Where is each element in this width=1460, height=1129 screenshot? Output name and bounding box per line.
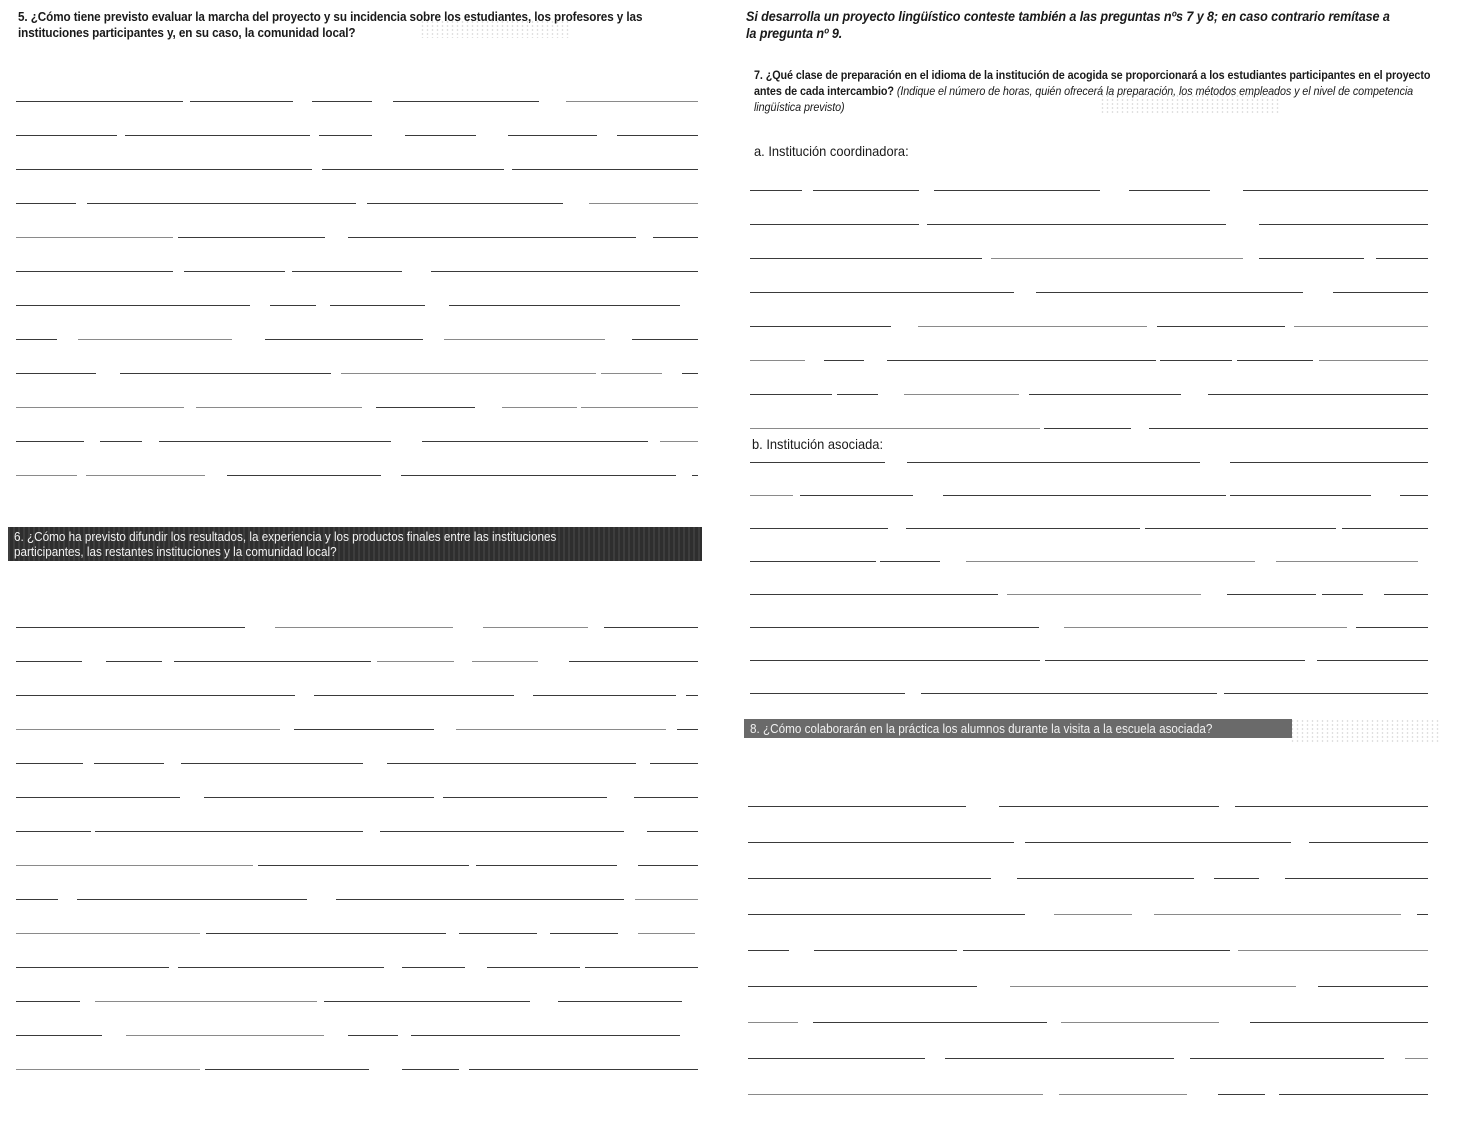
answer-line <box>341 373 596 374</box>
answer-line <box>178 237 325 238</box>
answer-line <box>393 101 539 102</box>
scan-noise <box>1100 94 1280 114</box>
answer-line <box>750 495 793 496</box>
answer-line <box>837 394 878 395</box>
answer-line <box>750 528 888 529</box>
answer-line <box>443 797 607 798</box>
answer-line <box>660 441 698 442</box>
answer-line <box>943 495 1226 496</box>
answer-line <box>1317 660 1428 661</box>
answer-line <box>16 373 96 374</box>
answer-line <box>1322 594 1363 595</box>
answer-line <box>1238 950 1428 951</box>
answer-line <box>1405 1058 1428 1059</box>
question-7-note: (Indique el número de horas, quién ofrecerá la preparación, los métodos empleados y el nivel de competencia lingüística previsto) <box>754 84 1414 114</box>
answer-line <box>533 695 676 696</box>
answer-line <box>86 475 205 476</box>
answer-line <box>265 339 423 340</box>
answer-line <box>1309 842 1428 843</box>
answer-line <box>16 475 77 476</box>
answer-line <box>1224 693 1428 694</box>
answer-line <box>16 763 83 764</box>
language-project-intro: Si desarrolla un proyecto lingüístico conteste también a las preguntas nºs 7 y 8; en caso contrario remítase a la pregunta nº 9. <box>746 8 1390 41</box>
answer-line <box>1149 428 1428 429</box>
answer-line <box>294 729 434 730</box>
partner-institution-label: b. Institución asociada: <box>752 436 884 452</box>
answer-line <box>748 1022 798 1023</box>
answer-line <box>312 101 372 102</box>
answer-line <box>945 1058 1174 1059</box>
answer-line <box>1145 528 1336 529</box>
answer-line <box>367 203 563 204</box>
answer-line <box>1036 292 1303 293</box>
answer-line <box>748 986 977 987</box>
answer-line <box>635 899 698 900</box>
answer-line <box>1064 627 1347 628</box>
answer-line <box>456 729 666 730</box>
answer-line <box>601 373 662 374</box>
answer-line <box>887 360 1156 361</box>
answer-line <box>1259 224 1428 225</box>
answer-line <box>16 661 82 662</box>
answer-line <box>1061 1022 1219 1023</box>
answer-line <box>750 428 1040 429</box>
answer-line <box>1227 594 1316 595</box>
answer-line <box>750 394 832 395</box>
answer-line <box>604 627 698 628</box>
answer-line <box>1045 660 1305 661</box>
answer-line <box>502 407 577 408</box>
answer-line <box>77 899 307 900</box>
answer-line <box>380 831 624 832</box>
answer-line <box>907 462 1200 463</box>
answer-line <box>95 1001 317 1002</box>
answer-line <box>16 339 57 340</box>
answer-line <box>16 627 245 628</box>
answer-line <box>322 169 504 170</box>
answer-line <box>459 933 537 934</box>
answer-line <box>411 1035 680 1036</box>
answer-line <box>581 407 698 408</box>
answer-line <box>401 475 676 476</box>
answer-line <box>16 1035 102 1036</box>
answer-line <box>921 693 1217 694</box>
answer-line <box>1279 1094 1428 1095</box>
answer-line <box>1243 190 1428 191</box>
answer-line <box>16 237 173 238</box>
answer-line <box>904 394 1019 395</box>
answer-line <box>1250 1022 1428 1023</box>
answer-line <box>918 326 1147 327</box>
answer-line <box>348 237 636 238</box>
answer-line <box>750 594 998 595</box>
answer-line <box>16 135 117 136</box>
answer-line <box>16 899 58 900</box>
answer-line <box>750 292 1014 293</box>
answer-line <box>824 360 864 361</box>
answer-line <box>1214 878 1259 879</box>
answer-line <box>813 190 919 191</box>
answer-line <box>16 865 253 866</box>
answer-line <box>1029 394 1181 395</box>
question-7-heading <box>754 67 1431 115</box>
answer-line <box>750 561 876 562</box>
answer-line <box>422 441 648 442</box>
answer-line <box>476 865 617 866</box>
answer-line <box>1259 258 1364 259</box>
answer-line <box>558 1001 682 1002</box>
question-8-heading: 8. ¿Cómo colaborarán en la práctica los alumnos durante la visita a la escuela asociada? <box>744 719 1292 738</box>
answer-line <box>87 203 356 204</box>
answer-line <box>16 729 280 730</box>
answer-line <box>682 373 698 374</box>
answer-line <box>483 627 588 628</box>
answer-line <box>1342 528 1428 529</box>
answer-line <box>1294 326 1428 327</box>
coordinating-institution-label: a. Institución coordinadora: <box>754 143 909 159</box>
answer-line <box>1417 914 1428 915</box>
answer-line <box>653 237 698 238</box>
answer-line <box>431 271 698 272</box>
question-7-text: 7. ¿Qué clase de preparación en el idioma de la institución de acogida se proporcionará a los estudiantes participantes en el proyecto antes de cada intercambio? <box>754 68 1431 98</box>
answer-line <box>181 763 363 764</box>
answer-line <box>686 695 698 696</box>
answer-line <box>16 169 312 170</box>
answer-line <box>1319 360 1428 361</box>
answer-line <box>449 305 680 306</box>
answer-line <box>258 865 469 866</box>
answer-line <box>550 933 618 934</box>
answer-line <box>585 967 698 968</box>
answer-line <box>617 135 698 136</box>
answer-line <box>190 101 293 102</box>
answer-line <box>934 190 1100 191</box>
answer-line <box>814 950 957 951</box>
answer-line <box>444 339 605 340</box>
answer-line <box>16 831 91 832</box>
answer-line <box>16 967 169 968</box>
answer-line <box>800 495 913 496</box>
answer-line <box>376 407 475 408</box>
answer-line <box>1276 561 1418 562</box>
answer-line <box>880 561 940 562</box>
answer-line <box>227 475 381 476</box>
answer-line <box>634 797 698 798</box>
answer-line <box>748 806 966 807</box>
question-6-heading: 6. ¿Cómo ha previsto difundir los resultados, la experiencia y los productos finales entre las instituciones participantes, las restantes instituciones y la comunidad local? <box>8 527 702 561</box>
answer-line <box>963 950 1230 951</box>
answer-line <box>319 135 372 136</box>
answer-line <box>748 878 991 879</box>
answer-line <box>566 101 698 102</box>
answer-line <box>469 1069 698 1070</box>
answer-line <box>750 693 905 694</box>
answer-line <box>178 967 384 968</box>
answer-line <box>750 326 891 327</box>
answer-line <box>126 1035 324 1036</box>
answer-line <box>402 967 465 968</box>
answer-line <box>1157 326 1285 327</box>
answer-line <box>1230 495 1371 496</box>
answer-line <box>750 224 919 225</box>
answer-line <box>78 339 232 340</box>
answer-line <box>1384 594 1428 595</box>
answer-line <box>1154 914 1401 915</box>
answer-line <box>487 967 580 968</box>
answer-line <box>1376 258 1428 259</box>
answer-line <box>1054 914 1132 915</box>
answer-line <box>966 561 1255 562</box>
answer-line <box>16 1001 80 1002</box>
answer-line <box>927 224 1226 225</box>
answer-line <box>512 169 698 170</box>
answer-line <box>677 729 698 730</box>
answer-line <box>159 441 391 442</box>
answer-line <box>402 1069 459 1070</box>
answer-line <box>125 135 310 136</box>
answer-line <box>270 305 316 306</box>
answer-line <box>100 441 142 442</box>
answer-line <box>692 475 698 476</box>
answer-line <box>120 373 331 374</box>
answer-line <box>750 627 1039 628</box>
answer-line <box>1010 986 1296 987</box>
answer-line <box>1129 190 1210 191</box>
answer-line <box>1333 292 1428 293</box>
scan-noise <box>420 20 570 38</box>
answer-line <box>472 661 538 662</box>
answer-line <box>999 806 1219 807</box>
answer-line <box>1400 495 1428 496</box>
answer-line <box>1025 842 1291 843</box>
answer-line <box>206 933 446 934</box>
answer-line <box>1218 1094 1265 1095</box>
answer-line <box>748 1094 1043 1095</box>
question-5-heading: 5. ¿Cómo tiene previsto evaluar la marcha del proyecto y su incidencia sobre los estudiantes, los profesores y las instituciones participantes y, en su caso, la comunidad local? <box>18 9 643 40</box>
answer-line <box>16 441 84 442</box>
answer-line <box>748 842 1014 843</box>
answer-line <box>750 360 805 361</box>
answer-line <box>750 462 885 463</box>
answer-line <box>748 914 1025 915</box>
answer-line <box>1190 1058 1384 1059</box>
answer-line <box>1285 878 1428 879</box>
answer-line <box>1017 878 1194 879</box>
answer-line <box>750 190 802 191</box>
answer-line <box>1356 627 1428 628</box>
answer-line <box>647 831 698 832</box>
answer-line <box>377 661 454 662</box>
answer-line <box>508 135 597 136</box>
answer-line <box>748 1058 925 1059</box>
answer-line <box>1230 462 1428 463</box>
answer-line <box>94 763 164 764</box>
answer-line <box>1318 986 1428 987</box>
answer-line <box>184 271 285 272</box>
answer-line <box>174 661 371 662</box>
answer-line <box>314 695 514 696</box>
answer-line <box>1160 360 1232 361</box>
answer-line <box>748 950 789 951</box>
answer-line <box>1208 394 1428 395</box>
answer-line <box>638 933 695 934</box>
answer-line <box>405 135 476 136</box>
answer-line <box>106 661 162 662</box>
answer-line <box>275 627 453 628</box>
answer-line <box>16 695 295 696</box>
answer-line <box>638 865 698 866</box>
answer-line <box>95 831 363 832</box>
answer-line <box>569 661 698 662</box>
answer-line <box>906 528 1140 529</box>
answer-line <box>16 101 183 102</box>
answer-line <box>16 305 250 306</box>
answer-line <box>589 203 698 204</box>
answer-line <box>387 763 636 764</box>
answer-line <box>336 899 624 900</box>
answer-line <box>205 1069 369 1070</box>
answer-line <box>1007 594 1201 595</box>
answer-line <box>204 797 434 798</box>
answer-line <box>813 1022 1047 1023</box>
answer-line <box>750 660 1040 661</box>
answer-line <box>16 407 184 408</box>
answer-line <box>16 203 76 204</box>
answer-line <box>1237 360 1313 361</box>
answer-line <box>650 763 698 764</box>
answer-line <box>1044 428 1131 429</box>
answer-line <box>16 933 200 934</box>
answer-line <box>16 797 180 798</box>
answer-line <box>632 339 698 340</box>
answer-line <box>1059 1094 1187 1095</box>
answer-line <box>324 1001 530 1002</box>
answer-line <box>196 407 362 408</box>
answer-line <box>16 271 173 272</box>
answer-line <box>16 1069 200 1070</box>
answer-line <box>1235 806 1428 807</box>
answer-line <box>991 258 1243 259</box>
answer-line <box>292 271 402 272</box>
scan-noise <box>1290 719 1440 743</box>
answer-line <box>348 1035 398 1036</box>
answer-line <box>330 305 425 306</box>
answer-line <box>750 258 982 259</box>
